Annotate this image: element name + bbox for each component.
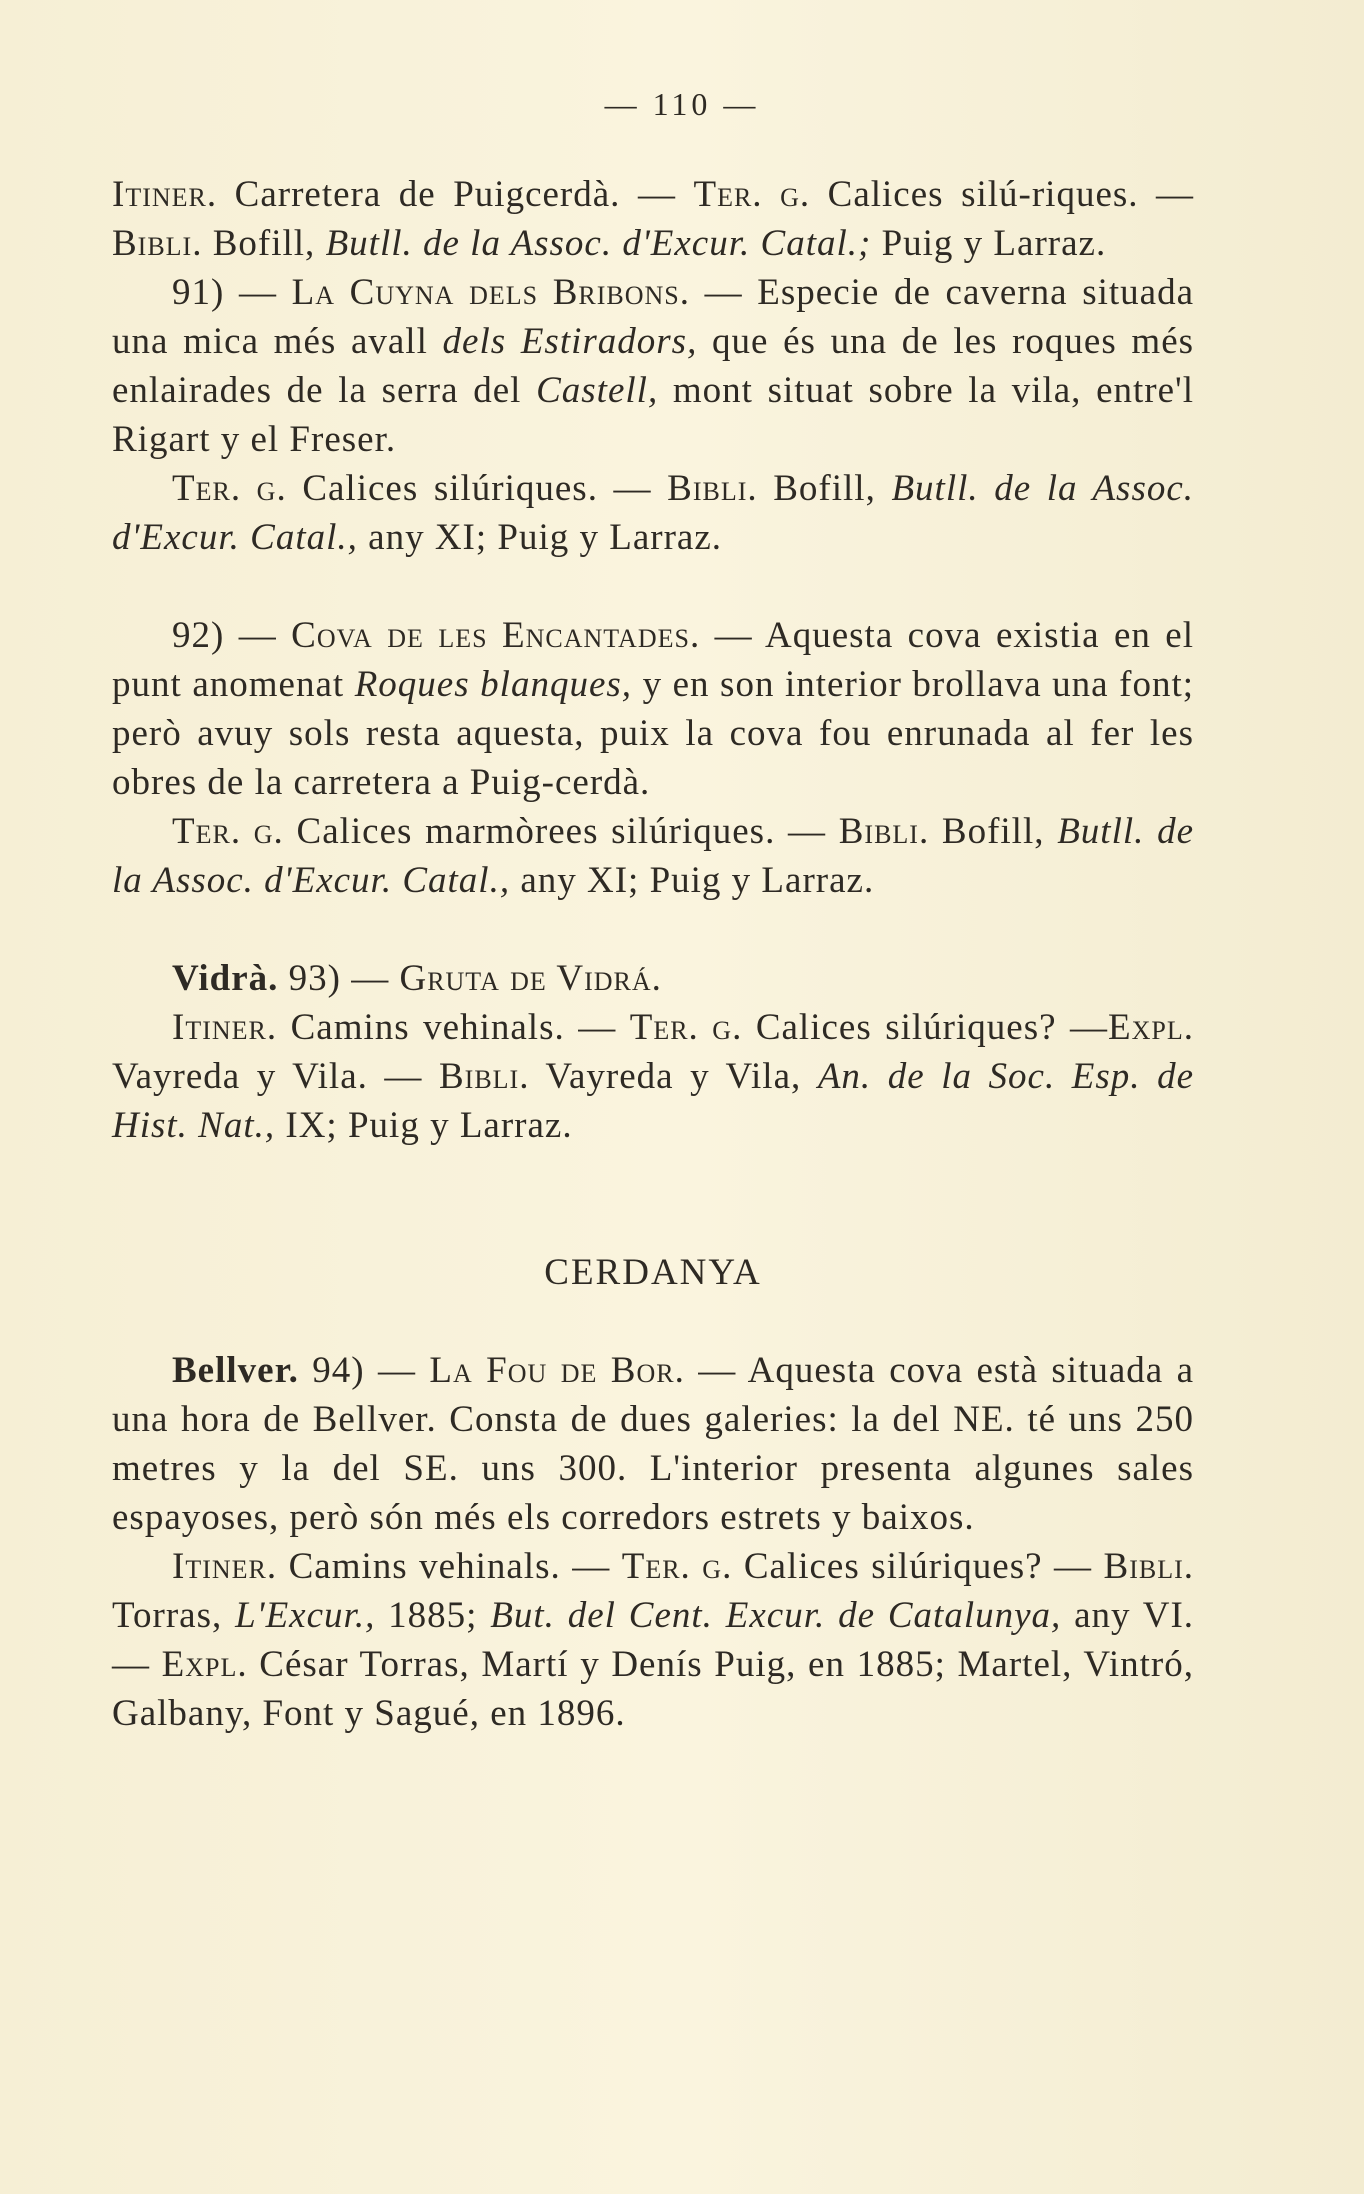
entry-title: Gruta de Vidrá. xyxy=(399,958,662,999)
entry-91: 91) — La Cuyna dels Bribons. — Especie de caverna situada una mica més avall dels Estiradors, que és una de les roques més enlairades de la serra del Castell, mont situat sobre la vila, entre'l Rigart y el Freser. xyxy=(112,272,1195,460)
entry-93: Vidrà. 93) — Gruta de Vidrá. xyxy=(172,958,662,999)
entries-block xyxy=(112,170,1194,1738)
entry-title: La Fou de Bor. xyxy=(429,1350,685,1391)
entry-93-refs: Itiner. Camins vehinals. — Ter. g. Calices silúriques? —Expl. Vayreda y Vila. — Bibli. Vayreda y Vila, An. de la Soc. Esp. de Hist. Nat., IX; Puig y Larraz. xyxy=(112,1007,1195,1146)
place-name: Bellver. xyxy=(172,1350,299,1391)
entry-title: La Cuyna dels Bribons. xyxy=(291,272,690,313)
entry-94-refs: Itiner. Camins vehinals. — Ter. g. Calices silúriques? — Bibli. Torras, L'Excur., 1885; But. del Cent. Excur. de Catalunya, any VI. — Expl. César Torras, Martí y Denís Puig, en 1885; Martel, Vintró, Galbany, Font y Sagué, en 1896. xyxy=(112,1546,1195,1734)
entry-94: Bellver. 94) — La Fou de Bor. — Aquesta cova està situada a una hora de Bellver. Consta de dues galeries: la del NE. té uns 250 metres y la del SE. uns 300. L'interior presenta algunes sales espayoses, però són més els corredors estrets y baixos. xyxy=(112,1350,1195,1538)
section-heading: CERDANYA xyxy=(544,1252,762,1293)
entry-90-location: Itiner. Carretera de Puigcerdà. — Ter. g. Calices silú-riques. — Bibli. Bofill, Butll. de la Assoc. d'Excur. Catal.; Puig y Larraz. xyxy=(112,174,1195,264)
entry-91-refs: Ter. g. Calices silúriques. — Bibli. Bofill, Butll. de la Assoc. d'Excur. Catal., any XI; Puig y Larraz. xyxy=(112,468,1195,558)
entry-title: Cova de les Encantades. xyxy=(291,615,701,656)
entry-92-refs: Ter. g. Calices marmòrees silúriques. — Bibli. Bofill, Butll. de la Assoc. d'Excur. Catal., any XI; Puig y Larraz. xyxy=(112,811,1195,901)
place-name: Vidrà. xyxy=(172,958,279,999)
entry-92: 92) — Cova de les Encantades. — Aquesta cova existia en el punt anomenat Roques blanques, y en son interior brollava una font; però avuy sols resta aquesta, puix la cova fou enrunada al fer les obres de la carretera a Puig-cerdà. xyxy=(112,615,1195,803)
page-number: — 110 — xyxy=(604,86,760,122)
